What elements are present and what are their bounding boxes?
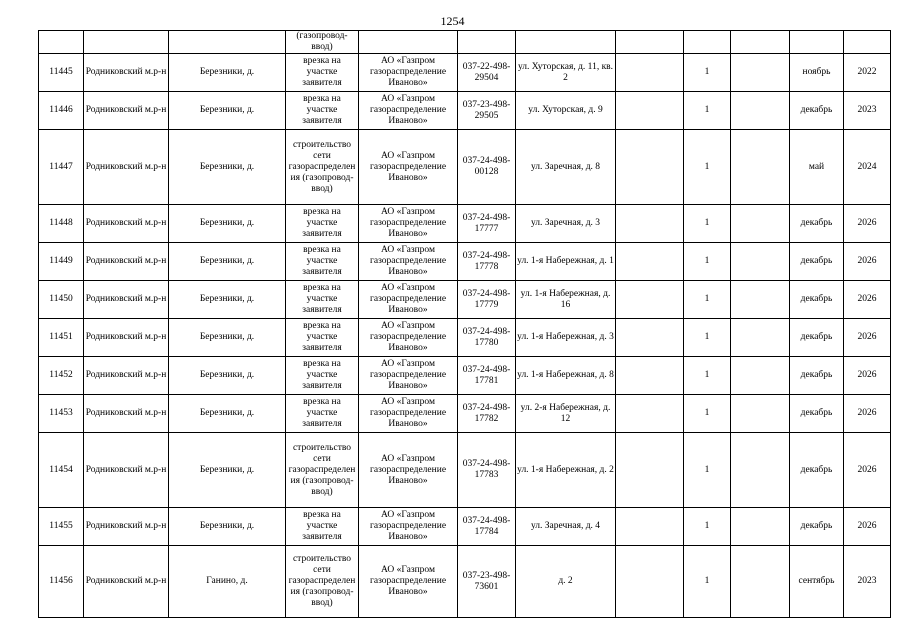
cell-empty [731, 319, 790, 357]
cell-empty [731, 31, 790, 54]
cell-settlement: Березники, д. [169, 319, 286, 357]
cell-empty [616, 433, 684, 508]
cell-work-type: врезка на участке заявителя [286, 395, 359, 433]
cell-count: 1 [684, 243, 731, 281]
cell-address: ул. Заречная, д. 8 [516, 130, 616, 205]
cell-address: д. 2 [516, 546, 616, 618]
cell-address: ул. 1-я Набережная, д. 2 [516, 433, 616, 508]
cell-settlement: Березники, д. [169, 130, 286, 205]
cell-code: 037-24-498-17782 [458, 395, 516, 433]
cell-year: 2026 [844, 395, 891, 433]
cell-district: Родниковский м.р-н [84, 508, 169, 546]
cell-work-type: строительство сети газораспределения (газопровод-ввод) [286, 130, 359, 205]
cell-empty [731, 130, 790, 205]
cell-num: 11447 [39, 130, 84, 205]
cell-num: 11448 [39, 205, 84, 243]
cell-num: 11454 [39, 433, 84, 508]
cell-district: Родниковский м.р-н [84, 54, 169, 92]
cell-empty [616, 546, 684, 618]
cell-count: 1 [684, 395, 731, 433]
cell-work-type: строительство сети газораспределения (газопровод-ввод) [286, 546, 359, 618]
cell-empty [616, 508, 684, 546]
cell-org: АО «Газпром газораспределение Иваново» [359, 395, 458, 433]
cell-count [684, 31, 731, 54]
cell-num: 11445 [39, 54, 84, 92]
cell-empty [731, 243, 790, 281]
cell-code: 037-24-498-00128 [458, 130, 516, 205]
cell-empty [731, 54, 790, 92]
cell-year: 2026 [844, 243, 891, 281]
cell-month: декабрь [790, 92, 844, 130]
table-row-continued [39, 31, 891, 54]
cell-work-type: врезка на участке заявителя [286, 357, 359, 395]
table-row [39, 357, 891, 395]
cell-month: декабрь [790, 205, 844, 243]
cell-settlement: Березники, д. [169, 433, 286, 508]
cell-work-type: врезка на участке заявителя [286, 205, 359, 243]
cell-district: Родниковский м.р-н [84, 205, 169, 243]
cell-settlement: Березники, д. [169, 205, 286, 243]
cell-code: 037-24-498-17784 [458, 508, 516, 546]
cell-year: 2024 [844, 130, 891, 205]
cell-empty [616, 281, 684, 319]
cell-org: АО «Газпром газораспределение Иваново» [359, 130, 458, 205]
cell-district: Родниковский м.р-н [84, 319, 169, 357]
cell-empty [731, 395, 790, 433]
cell-month: декабрь [790, 395, 844, 433]
cell-settlement: Березники, д. [169, 243, 286, 281]
cell-count: 1 [684, 319, 731, 357]
cell-org: АО «Газпром газораспределение Иваново» [359, 243, 458, 281]
cell-address: ул. 1-я Набережная, д. 3 [516, 319, 616, 357]
cell-year: 2026 [844, 433, 891, 508]
cell-empty [616, 130, 684, 205]
cell-year: 2026 [844, 508, 891, 546]
cell-address: ул. 1-я Набережная, д. 8 [516, 357, 616, 395]
cell-code: 037-24-498-17778 [458, 243, 516, 281]
cell-address: ул. 1-я Набережная, д. 16 [516, 281, 616, 319]
cell-count: 1 [684, 281, 731, 319]
cell-org: АО «Газпром газораспределение Иваново» [359, 92, 458, 130]
cell-address: ул. Заречная, д. 3 [516, 205, 616, 243]
cell-org: АО «Газпром газораспределение Иваново» [359, 281, 458, 319]
cell-district: Родниковский м.р-н [84, 433, 169, 508]
cell-address: ул. 2-я Набережная, д. 12 [516, 395, 616, 433]
table-row [39, 395, 891, 433]
cell-org: АО «Газпром газораспределение Иваново» [359, 205, 458, 243]
cell-empty [731, 281, 790, 319]
cell-empty [616, 319, 684, 357]
cell-address: ул. Хуторская, д. 11, кв. 2 [516, 54, 616, 92]
cell-year: 2026 [844, 319, 891, 357]
cell-empty [616, 92, 684, 130]
cell-org: АО «Газпром газораспределение Иваново» [359, 433, 458, 508]
cell-month: декабрь [790, 319, 844, 357]
cell-num: 11451 [39, 319, 84, 357]
cell-year: 2026 [844, 357, 891, 395]
cell-empty [616, 31, 684, 54]
cell-code: 037-22-498-29504 [458, 54, 516, 92]
cell-year: 2023 [844, 546, 891, 618]
cell-district: Родниковский м.р-н [84, 130, 169, 205]
cell-org: АО «Газпром газораспределение Иваново» [359, 357, 458, 395]
gas-connection-registry-table [38, 30, 891, 618]
cell-year: 2022 [844, 54, 891, 92]
cell-year: 2026 [844, 281, 891, 319]
cell-num: 11453 [39, 395, 84, 433]
cell-month: ноябрь [790, 54, 844, 92]
cell-empty [616, 54, 684, 92]
cell-count: 1 [684, 508, 731, 546]
cell-month: декабрь [790, 357, 844, 395]
cell-settlement: Березники, д. [169, 395, 286, 433]
cell-empty [616, 357, 684, 395]
cell-settlement: Березники, д. [169, 281, 286, 319]
cell-code: 037-24-498-17780 [458, 319, 516, 357]
cell-num: 11456 [39, 546, 84, 618]
cell-num [39, 31, 84, 54]
cell-empty [731, 546, 790, 618]
table-body [39, 31, 891, 618]
cell-num: 11455 [39, 508, 84, 546]
cell-district: Родниковский м.р-н [84, 357, 169, 395]
cell-empty [731, 205, 790, 243]
cell-settlement: Березники, д. [169, 54, 286, 92]
table-row [39, 433, 891, 508]
cell-district: Родниковский м.р-н [84, 395, 169, 433]
cell-org: АО «Газпром газораспределение Иваново» [359, 319, 458, 357]
cell-district: Родниковский м.р-н [84, 281, 169, 319]
cell-empty [731, 433, 790, 508]
cell-count: 1 [684, 130, 731, 205]
cell-code [458, 31, 516, 54]
cell-work-type: врезка на участке заявителя [286, 54, 359, 92]
page-number: 1254 [440, 14, 465, 28]
cell-year: 2023 [844, 92, 891, 130]
cell-count: 1 [684, 54, 731, 92]
cell-work-type: врезка на участке заявителя [286, 281, 359, 319]
table-row [39, 546, 891, 618]
cell-work-type: врезка на участке заявителя [286, 92, 359, 130]
cell-address: ул. 1-я Набережная, д. 1 [516, 243, 616, 281]
cell-code: 037-24-498-17779 [458, 281, 516, 319]
cell-address [516, 31, 616, 54]
cell-code: 037-23-498-73601 [458, 546, 516, 618]
cell-month: декабрь [790, 281, 844, 319]
cell-empty [616, 243, 684, 281]
cell-month: декабрь [790, 508, 844, 546]
cell-district: Родниковский м.р-н [84, 546, 169, 618]
cell-count: 1 [684, 205, 731, 243]
cell-month: декабрь [790, 243, 844, 281]
cell-code: 037-24-498-17783 [458, 433, 516, 508]
table-row [39, 54, 891, 92]
cell-month: май [790, 130, 844, 205]
cell-code: 037-24-498-17781 [458, 357, 516, 395]
cell-work-type: врезка на участке заявителя [286, 508, 359, 546]
cell-code: 037-23-498-29505 [458, 92, 516, 130]
cell-month: декабрь [790, 433, 844, 508]
cell-work-type: врезка на участке заявителя [286, 319, 359, 357]
cell-num: 11449 [39, 243, 84, 281]
cell-empty [731, 508, 790, 546]
cell-num: 11450 [39, 281, 84, 319]
cell-year [844, 31, 891, 54]
table-row [39, 243, 891, 281]
cell-num: 11452 [39, 357, 84, 395]
cell-address: ул. Хуторская, д. 9 [516, 92, 616, 130]
cell-district: Родниковский м.р-н [84, 92, 169, 130]
cell-district: Родниковский м.р-н [84, 243, 169, 281]
cell-year: 2026 [844, 205, 891, 243]
cell-settlement: Ганино, д. [169, 546, 286, 618]
cell-settlement: Березники, д. [169, 508, 286, 546]
cell-org [359, 31, 458, 54]
cell-settlement: Березники, д. [169, 92, 286, 130]
cell-month [790, 31, 844, 54]
cell-code: 037-24-498-17777 [458, 205, 516, 243]
cell-num: 11446 [39, 92, 84, 130]
cell-settlement [169, 31, 286, 54]
cell-empty [731, 357, 790, 395]
cell-count: 1 [684, 546, 731, 618]
cell-district [84, 31, 169, 54]
cell-settlement: Березники, д. [169, 357, 286, 395]
table-row [39, 92, 891, 130]
cell-work-type: врезка на участке заявителя [286, 243, 359, 281]
cell-org: АО «Газпром газораспределение Иваново» [359, 508, 458, 546]
cell-count: 1 [684, 433, 731, 508]
cell-count: 1 [684, 92, 731, 130]
cell-month: сентябрь [790, 546, 844, 618]
cell-org: АО «Газпром газораспределение Иваново» [359, 54, 458, 92]
cell-org: АО «Газпром газораспределение Иваново» [359, 546, 458, 618]
table-row [39, 281, 891, 319]
cell-empty [616, 395, 684, 433]
cell-empty [616, 205, 684, 243]
table-row [39, 319, 891, 357]
cell-address: ул. Заречная, д. 4 [516, 508, 616, 546]
cell-work-type: (газопровод- ввод) [286, 31, 359, 54]
cell-count: 1 [684, 357, 731, 395]
table-row [39, 508, 891, 546]
table-row [39, 205, 891, 243]
cell-work-type: строительство сети газораспределения (газопровод-ввод) [286, 433, 359, 508]
table-row [39, 130, 891, 205]
cell-empty [731, 92, 790, 130]
